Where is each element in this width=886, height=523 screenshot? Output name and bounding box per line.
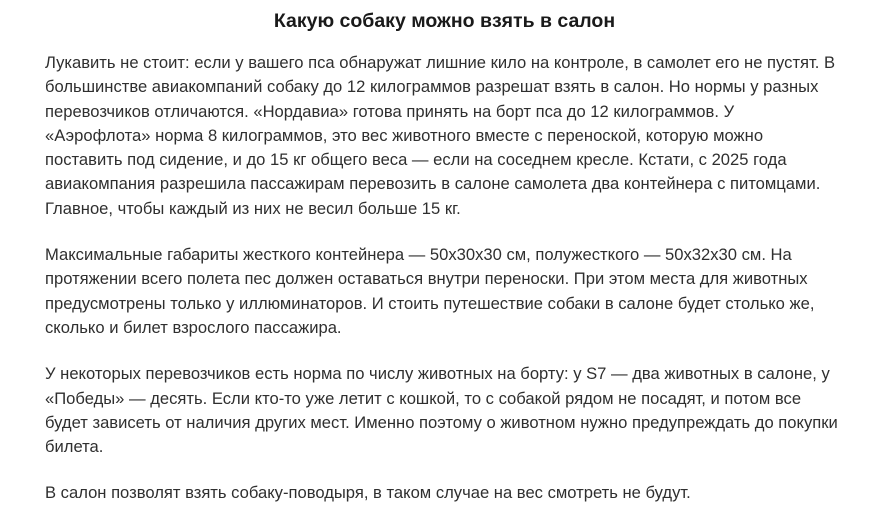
- article-heading: Какую собаку можно взять в салон: [273, 10, 616, 32]
- article-paragraph-container-size: Максимальные габариты жесткого контейнера — 50х30х30 см, полужесткого — 50х32х30 см. На протяжении всего полета пес должен оставаться внутри переноски. При этом места для животных предусмотрены только у иллюминаторов. И стоить путешествие собаки в салоне будет столько же, сколько и билет взрослого пассажира.: [45, 245, 815, 337]
- article-paragraph-weight-rules: Лукавить не стоит: если у вашего пса обнаружат лишние кило на контроле, в самолет его не пустят. В большинстве авиакомпаний собаку до 12 килограммов разрешат взять в салон. Но нормы у разных перевозчиков отличаются. «Нордавиа» готова принять на борт пса до 12 килограммов. У «Аэрофлота» норма 8 килограммов, это вес животного вместе с переноской, которую можно поставить под сидение, и до 15 кг общего веса — если на соседнем кресле. Кстати, с 2025 года авиакомпания разрешила пассажирам перевозить в салоне самолета два контейнера с питомцами. Главное, чтобы каждый из них не весил больше 15 кг.: [45, 53, 836, 218]
- article-paragraph-guide-dog: В салон позволят взять собаку-поводыря, в таком случае на вес смотреть не будут.: [45, 483, 691, 503]
- article-paragraph-animal-limits: У некоторых перевозчиков есть норма по числу животных на борту: у S7 — два животных в салоне, у «Победы» — десять. Если кто-то уже летит с кошкой, то с собакой рядом не посадят, и потом все будет зависеть от наличия других мест. Именно поэтому о животном нужно предупреждать до покупки билета.: [45, 364, 838, 457]
